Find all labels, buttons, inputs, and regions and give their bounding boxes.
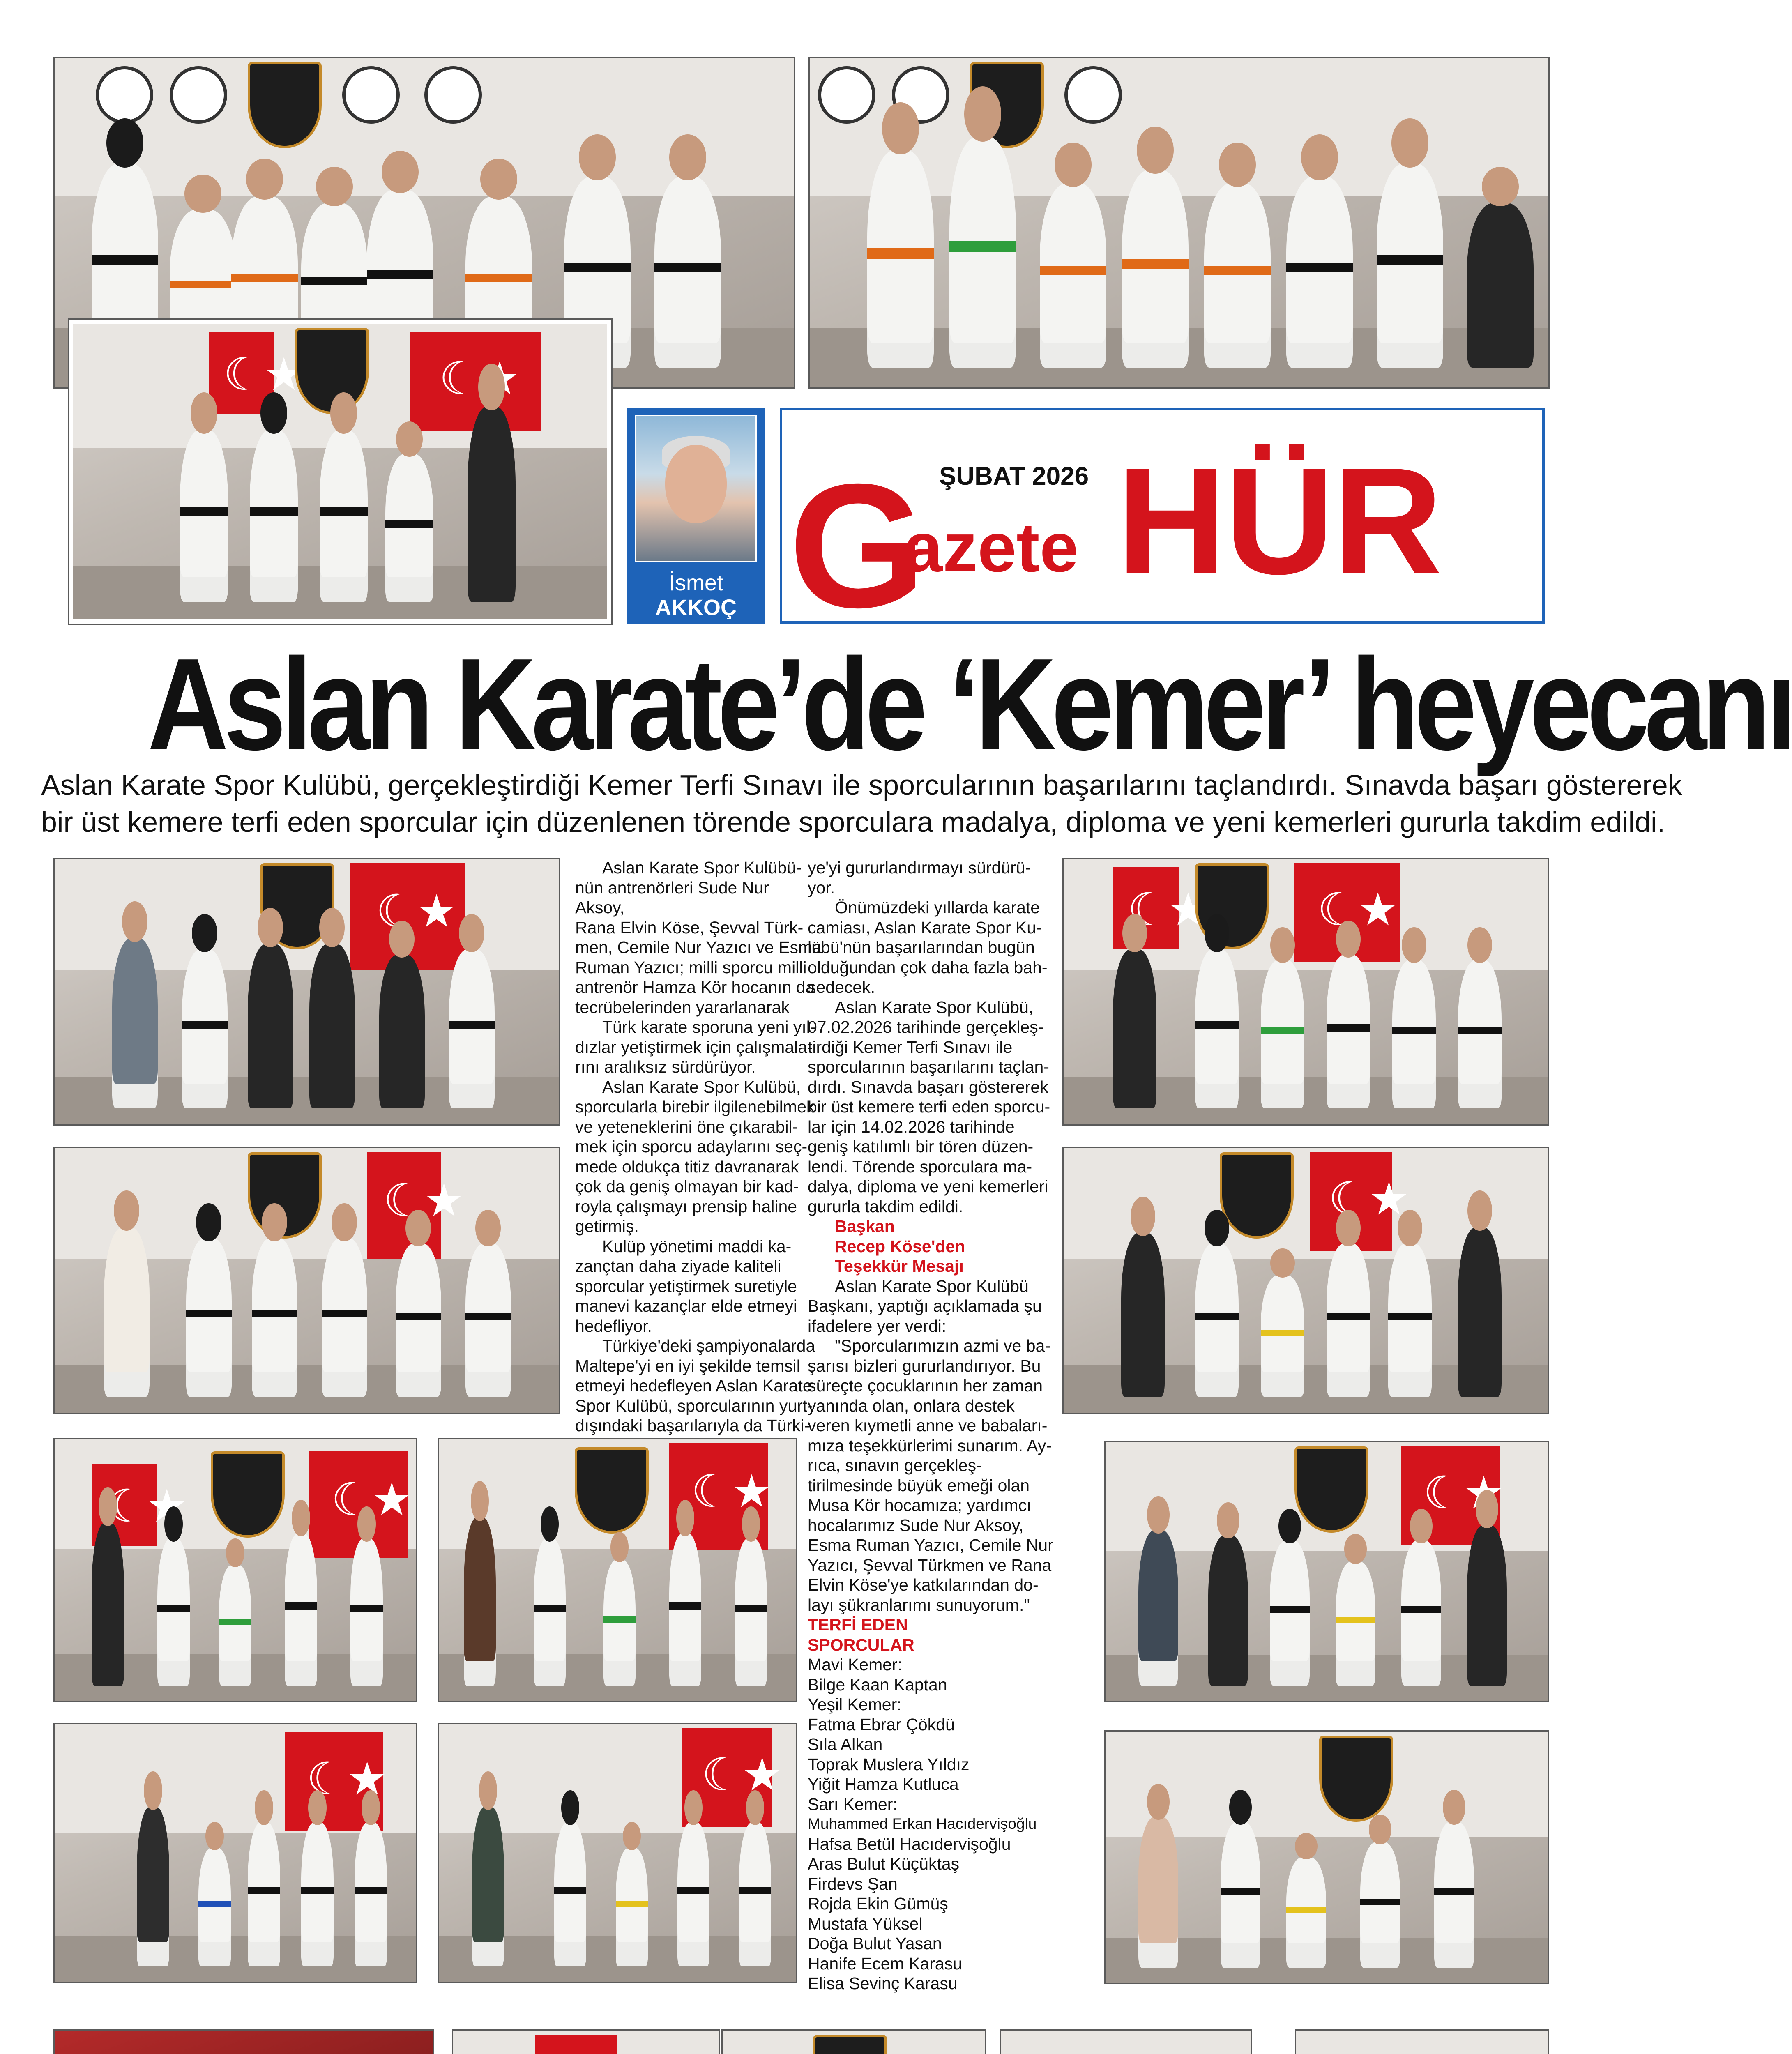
article-line: Musa Kör hocamıza; yardımcı (808, 1496, 1032, 1515)
article-line: lübü'nün başarılarından bugün (808, 938, 1035, 957)
article-line: Esma Ruman Yazıcı, Cemile Nur (808, 1536, 1053, 1554)
article-line: Sıla Alkan (808, 1735, 883, 1754)
article-line: şarısı bizleri gururlandırıyor. Bu (808, 1356, 1041, 1375)
article-line: Yazıcı, Şevval Türkmen ve Rana (808, 1555, 1052, 1575)
article-line: Türkiye'deki şampiyonalarda (602, 1336, 815, 1355)
article-line: veren kıymetli anne ve babaları- (808, 1416, 1048, 1435)
article-line: Mustafa Yüksel (808, 1914, 923, 1933)
article-line: Hafsa Betül Hacıdervişoğlu (808, 1834, 1011, 1854)
article-line: Kulüp yönetimi maddi ka- (602, 1237, 792, 1256)
article-line: tirdiği Kemer Terfi Sınavı ile (808, 1037, 1013, 1057)
article-line: rıca, sınavın gerçekleş- (808, 1456, 982, 1475)
article-line: Önümüzdeki yıllarda karate (835, 898, 1040, 917)
photo-bottom-4 (1000, 2029, 1252, 2054)
article-line: Aslan Karate Spor Kulübü, (835, 997, 1034, 1017)
article-line: Spor Kulübü, sporcularının yurt- (575, 1396, 813, 1415)
article-line: Fatma Ebrar Çökdü (808, 1715, 955, 1734)
article-line: Elvin Köse'ye katkılarından do- (808, 1575, 1039, 1594)
article-line: antrenör Hamza Kör hocanın da (575, 978, 815, 997)
photo-group-5 (53, 1438, 417, 1702)
headline: Aslan Karate’de ‘Kemer’ heyecanı (147, 631, 1792, 777)
article-line: Doğa Bulut Yasan (808, 1934, 942, 1953)
photo-group-3 (1062, 858, 1549, 1126)
article-line: ye'yi gururlandırmayı sürdürü- (808, 858, 1031, 877)
article-line: zançtan daha ziyade kaliteli (575, 1257, 781, 1276)
photo-group-10 (1104, 1730, 1549, 1984)
article-line: "Sporcularımızın azmi ve ba- (835, 1336, 1050, 1355)
photo-group-2 (53, 1147, 560, 1414)
article-line: rını aralıksız sürdürüyor. (575, 1057, 756, 1076)
article-line: mek için sporcu adaylarını seç- (575, 1137, 808, 1156)
article-line: çok da geniş olmayan bir kad- (575, 1177, 799, 1196)
photo-bottom-2 (452, 2029, 720, 2054)
article-line: Teşekkür Mesajı (835, 1257, 964, 1276)
article-line: sedecek. (808, 978, 875, 997)
article-line: Muhammed Erkan Hacıdervişoğlu (808, 1815, 1037, 1832)
article-line: getirmiş. (575, 1217, 639, 1236)
photo-group-4 (1062, 1147, 1549, 1414)
article-line: camiası, Aslan Karate Spor Ku- (808, 918, 1042, 937)
lede-line-1: Aslan Karate Spor Kulübü, gerçekleştirdiği Kemer Terfi Sınavı ile sporcularının başarılarını taçlandırdı. Sınavda başarı göstererek (41, 769, 1682, 801)
article-line: olduğundan çok daha fazla bah- (808, 958, 1048, 977)
photo-group-8 (53, 1723, 417, 1983)
article-line: sporcularla birebir ilgilenebilmek (575, 1097, 815, 1116)
article-line: manevi kazançlar elde etmeyi (575, 1296, 797, 1315)
article-line: lar için 14.02.2026 tarihinde (808, 1117, 1015, 1136)
lede-line-2: bir üst kemere terfi eden sporcular için düzenlenen törende sporculara madalya, diploma ve yeni kemerleri gururla takdim edildi. (41, 806, 1665, 838)
article-line: süreçte çocuklarının her zaman (808, 1376, 1043, 1395)
article-line: gururla takdim edildi. (808, 1197, 963, 1216)
article-line: tecrübelerinden yararlanarak (575, 997, 790, 1017)
article-line: dırdı. Sınavda başarı göstererek (808, 1077, 1048, 1096)
article-line: Aslan Karate Spor Kulübü (835, 1276, 1029, 1296)
article-line: dışındaki başarılarıyla da Türki- (575, 1416, 810, 1435)
article-line: Bilge Kaan Kaptan (808, 1675, 947, 1694)
author-first-name: İsmet (668, 571, 723, 595)
author-photo (635, 415, 757, 562)
article-line: hedefliyor. (575, 1316, 652, 1336)
article-line: Firdevs Şan (808, 1874, 898, 1893)
article-line: etmeyi hedefleyen Aslan Karate (575, 1376, 812, 1395)
article-line: Başkanı, yaptığı açıklamada şu (808, 1296, 1042, 1315)
article-line: Sarı Kemer: (808, 1794, 898, 1814)
article-line: 07.02.2026 tarihinde gerçekleş- (808, 1018, 1044, 1036)
article-line: Aslan Karate Spor Kulübü, (602, 1077, 801, 1096)
article-line: Türk karate sporuna yeni yıl- (602, 1018, 816, 1036)
article-line: Mavi Kemer: (808, 1655, 903, 1674)
article-line: dızlar yetiştirmek için çalışmala- (575, 1037, 813, 1057)
article-line: mıza teşekkürlerimi sunarım. Ay- (808, 1436, 1052, 1455)
article-line: lendi. Törende sporculara ma- (808, 1157, 1032, 1176)
article-line: Başkan (835, 1217, 895, 1236)
article-line: yanında olan, onlara destek (808, 1396, 1015, 1415)
article-line: ve yeteneklerini öne çıkarabil- (575, 1117, 798, 1136)
article-line: Aras Bulut Küçüktaş (808, 1854, 960, 1873)
article-line: TERFİ EDEN (808, 1615, 908, 1634)
masthead-logo-hur: HÜR (1117, 436, 1441, 606)
photo-inset-coach (69, 320, 611, 624)
photo-bottom-3 (721, 2029, 986, 2054)
article-line: SPORCULAR (808, 1635, 914, 1654)
photo-bottom-1 (53, 2029, 434, 2054)
article-column-left (575, 858, 822, 1436)
article-line: Recep Köse'den (835, 1237, 965, 1256)
photo-group-9 (438, 1723, 797, 1983)
article-line: Toprak Muslera Yıldız (808, 1755, 970, 1774)
article-line: Aslan Karate Spor Kulübü- (602, 858, 802, 877)
article-line: yor. (808, 878, 835, 897)
article-line: hocalarımız Sude Nur Aksoy, (808, 1515, 1024, 1535)
article-line: Maltepe'yi en iyi şekilde temsil (575, 1356, 800, 1375)
article-line: sporcular yetiştirmek suretiyle (575, 1276, 797, 1296)
article-line: Rana Elvin Köse, Şevval Türk- (575, 918, 804, 937)
article-line: Rojda Ekin Gümüş (808, 1894, 948, 1913)
article-line: Hanife Ecem Karasu (808, 1954, 963, 1973)
masthead-logo-azete: azete (904, 509, 1079, 587)
article-line: Ruman Yazıcı; milli sporcu milli (575, 958, 807, 977)
article-line: bir üst kemere terfi eden sporcu- (808, 1097, 1050, 1116)
photo-bottom-5 (1295, 2029, 1549, 2054)
article-line: Yeşil Kemer: (808, 1695, 902, 1714)
author-last-name: AKKOÇ (655, 595, 737, 620)
article-line: ifadelere yer verdi: (808, 1316, 947, 1336)
article-line: tirilmesinde büyük emeği olan (808, 1476, 1030, 1495)
article-line: mede oldukça titiz davranarak (575, 1157, 799, 1176)
masthead-logo-g: G (789, 447, 922, 645)
article-line: geniş katılımlı bir tören düzen- (808, 1137, 1034, 1156)
article-line: Yiğit Hamza Kutluca (808, 1775, 959, 1794)
article-line: Elisa Sevinç Karasu (808, 1974, 958, 1993)
article-line: royla çalışmayı prensip haline (575, 1197, 797, 1216)
article-line: sporcularının başarılarını taçlan- (808, 1057, 1049, 1076)
photo-top-right (808, 57, 1550, 389)
photo-group-7 (1104, 1441, 1549, 1702)
photo-group-1 (53, 858, 560, 1126)
article-line: men, Cemile Nur Yazıcı ve Esma (575, 938, 822, 957)
article-line: dalya, diploma ve yeni kemerleri (808, 1177, 1048, 1196)
article-column-right (808, 858, 1062, 1994)
photo-group-6 (438, 1438, 797, 1702)
article-line: nün antrenörleri Sude Nur Aksoy, (575, 878, 769, 917)
article-line: layı şükranlarımı sunuyorum." (808, 1595, 1030, 1614)
masthead-date: ŞUBAT 2026 (939, 462, 1089, 490)
